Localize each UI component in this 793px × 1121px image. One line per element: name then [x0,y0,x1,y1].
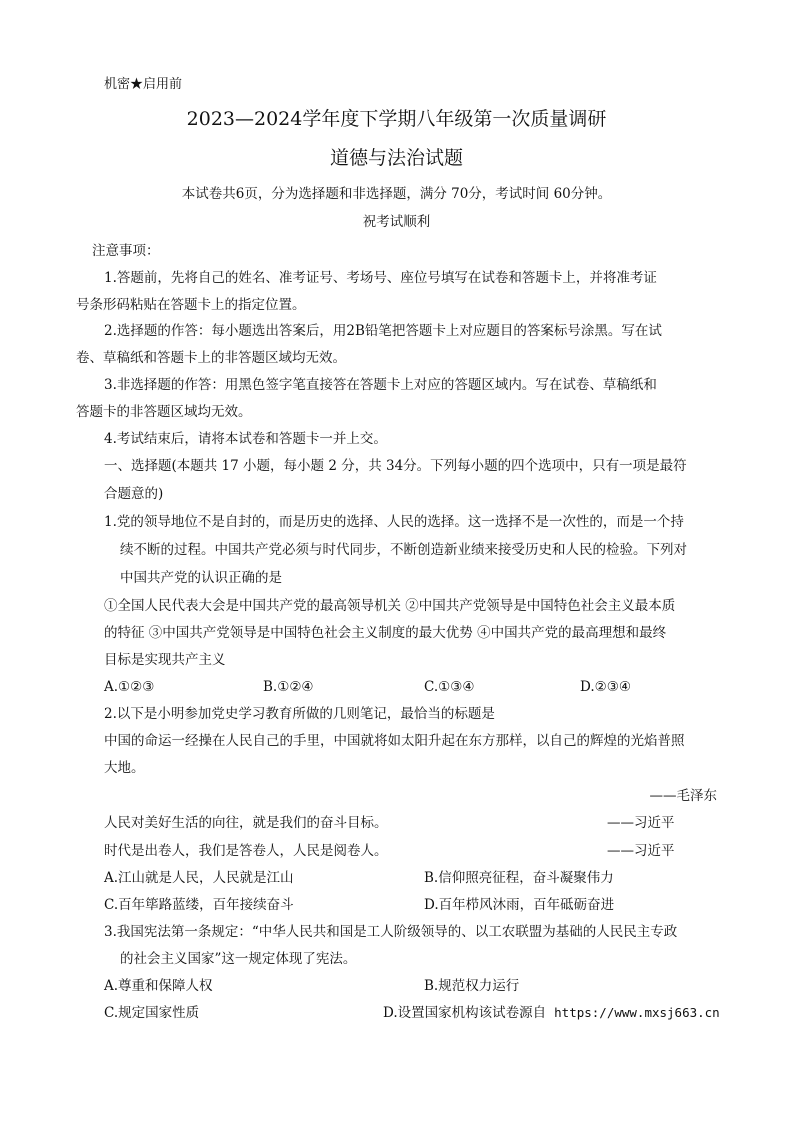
q1-stem-line-2: 续不断的过程。中国共产党必须与时代同步，不断创造新业绩来接受历史和人民的检验。下列对 [120,542,687,558]
exam-subject: 道德与法治试题 [329,147,463,169]
q2-quote-1-line-1: 中国的命运一经操在人民自己的手里，中国就将如太阳升起在东方那样，以自己的辉煌的光焰普照 [104,733,685,749]
source-url[interactable]: https://www.mxsj663.cn [554,1005,720,1020]
q1-option-a: A.①②③ [104,679,155,695]
q3-option-b: B.规范权力运行 [424,978,520,994]
section-1-heading-line-1: 一、选择题(本题共 17 小题，每小题 2 分，共 34分。下列每小题的四个选项中，只有一项是最符 [104,458,687,474]
q3-option-d: D.设置国家机构 [383,1005,479,1021]
section-1-heading-line-2: 合题意的) [104,486,164,502]
q1-stem-line-1: 1.党的领导地位不是自封的，而是历史的选择、人民的选择。这一选择不是一次性的，而是一个持 [104,514,684,530]
q1-statements-line-1: ①全国人民代表大会是中国共产党的最高领导机关 ②中国共产党领导是中国特色社会主义最本质 [104,598,676,614]
q2-option-d: D.百年栉风沐雨，百年砥砺奋进 [424,897,615,913]
q1-statements-line-2: 的特征 ③中国共产党领导是中国特色社会主义制度的最大优势 ④中国共产党的最高理想和最终 [104,625,667,641]
exam-title: 2023—2024学年度下学期八年级第一次质量调研 [186,108,607,130]
q3-option-a: A.尊重和保障人权 [104,978,213,994]
q2-quote-1-source: ——毛泽东 [649,788,717,804]
q2-quote-3-source: ——习近平 [607,843,675,859]
q2-quote-1-line-2: 大地。 [104,760,145,776]
notes-heading: 注意事项： [92,243,160,259]
q2-quote-2: 人民对美好生活的向往，就是我们的奋斗目标。 [104,815,388,831]
q3-stem-line-2: 的社会主义国家”这一规定体现了宪法。 [120,951,357,967]
q1-statements-line-3: 目标是实现共产主义 [104,652,226,668]
q3-option-c: C.规定国家性质 [104,1005,200,1021]
note-3-line-1: 3.非选择题的作答：用黑色签字笔直接答在答题卡上对应的答题区域内。写在试卷、草稿纸和 [104,377,657,393]
note-3-line-2: 答题卡的非答题区域均无效。 [76,404,252,420]
q3-option-d-with-source [383,1003,720,1023]
q2-quote-3: 时代是出卷人，我们是答卷人，人民是阅卷人。 [104,843,388,859]
note-1-line-2: 号条形码粘贴在答题卡上的指定位置。 [76,297,306,313]
q3-stem-line-1: 3.我国宪法第一条规定：“中华人民共和国是工人阶级领导的、以工农联盟为基础的人民民主专政 [104,924,678,940]
q1-stem-line-3: 中国共产党的认识正确的是 [120,570,282,586]
note-2-line-1: 2.选择题的作答：每小题选出答案后，用2B铅笔把答题卡上对应题目的答案标号涂黑。写在试 [104,323,662,339]
q2-stem: 2.以下是小明参加党史学习教育所做的几则笔记，最恰当的标题是 [104,706,495,722]
note-4: 4.考试结束后，请将本试卷和答题卡一并上交。 [104,431,387,447]
q2-option-b: B.信仰照亮征程，奋斗凝聚伟力 [424,870,614,886]
source-label: 该试卷源自 [478,1005,547,1021]
q2-option-c: C.百年筚路蓝缕，百年接续奋斗 [104,897,294,913]
exam-description: 本试卷共6页，分为选择题和非选择题，满分 70分，考试时间 60分钟。 [181,186,612,202]
q1-option-c: C.①③④ [424,679,475,695]
confidential-label: 机密★启用前 [104,77,183,92]
note-1-line-1: 1.答题前，先将自己的姓名、准考证号、考场号、座位号填写在试卷和答题卡上，并将准考证 [104,270,657,286]
good-luck-text: 祝考试顺利 [362,214,431,230]
q1-option-d: D.②③④ [580,679,631,695]
q1-option-b: B.①②④ [263,679,314,695]
note-2-line-2: 卷、草稿纸和答题卡上的非答题区域均无效。 [76,350,346,366]
q2-quote-2-source: ——习近平 [607,815,675,831]
q2-option-a: A.江山就是人民，人民就是江山 [104,870,294,886]
